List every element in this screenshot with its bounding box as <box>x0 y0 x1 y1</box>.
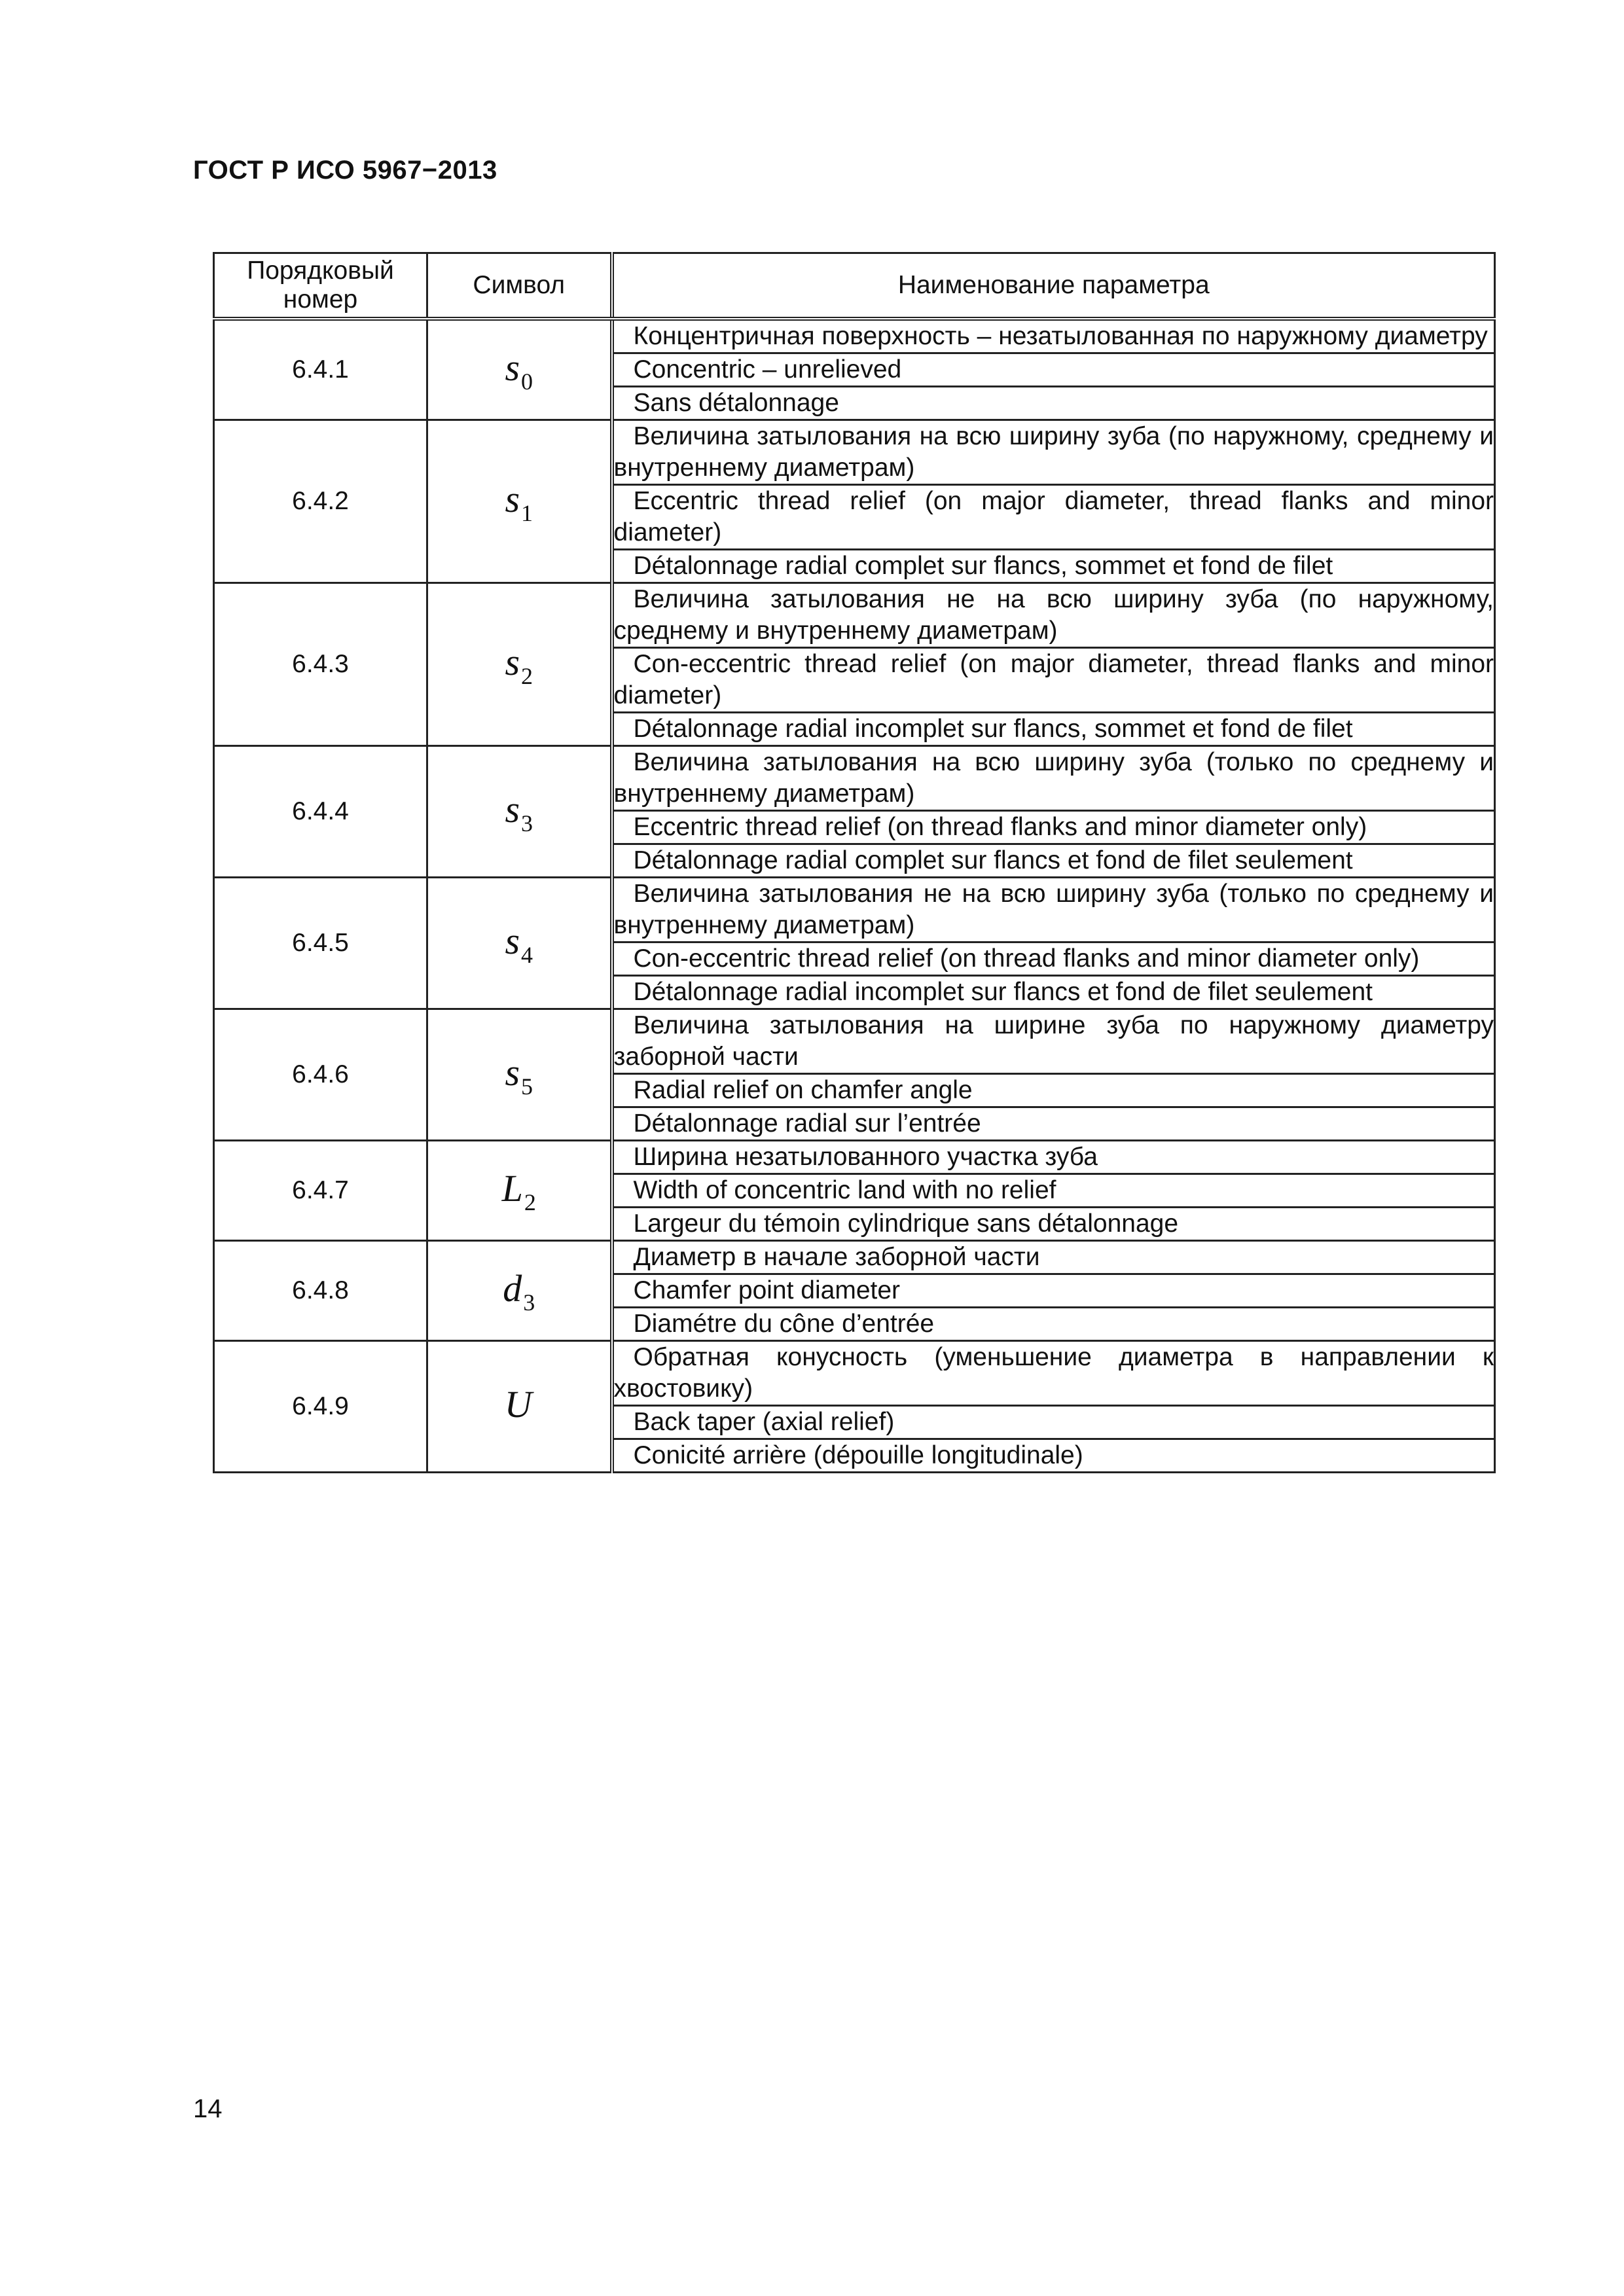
row-number: 6.4.5 <box>214 878 427 1009</box>
symbol-letter: s <box>505 346 520 389</box>
parameter-name: Con-eccentric thread relief (on major diameter, thread flanks and minor diameter) <box>612 648 1495 713</box>
parameter-name: Величина затылования на всю ширину зуба (по наружному, среднему и внутреннему диаметрам) <box>612 420 1495 485</box>
table-row <box>214 1141 1495 1174</box>
parameter-name: Back taper (axial relief) <box>612 1406 1495 1439</box>
parameter-name: Conicité arrière (dépouille longitudinale) <box>612 1439 1495 1473</box>
symbol-letter: d <box>503 1266 522 1310</box>
parameter-name: Eccentric thread relief (on major diameter, thread flanks and minor diameter) <box>612 485 1495 550</box>
row-symbol <box>427 1141 612 1241</box>
symbol-letter: L <box>501 1166 523 1210</box>
parameter-name: Détalonnage radial incomplet sur flancs et fond de filet seulement <box>612 976 1495 1009</box>
symbol-subscript: 2 <box>521 662 533 689</box>
parameter-name: Largeur du témoin cylindrique sans détalonnage <box>612 1208 1495 1241</box>
symbol-subscript: 4 <box>521 941 533 968</box>
column-header-name: Наименование параметра <box>612 253 1495 319</box>
row-number: 6.4.6 <box>214 1009 427 1141</box>
parameter-name: Détalonnage radial incomplet sur flancs, sommet et fond de filet <box>612 713 1495 746</box>
symbol-letter: s <box>505 919 520 962</box>
table-row <box>214 319 1495 353</box>
parameter-name: Величина затылования на ширине зуба по наружному диаметру заборной части <box>612 1009 1495 1074</box>
parameter-name: Величина затылования на всю ширину зуба (только по среднему и внутреннему диаметрам) <box>612 746 1495 811</box>
symbol-letter: U <box>504 1382 532 1426</box>
row-number: 6.4.1 <box>214 319 427 420</box>
parameter-name: Обратная конусность (уменьшение диаметра в направлении к хвостовику) <box>612 1341 1495 1406</box>
table-row <box>214 583 1495 648</box>
row-number: 6.4.7 <box>214 1141 427 1241</box>
parameter-name: Eccentric thread relief (on thread flanks and minor diameter only) <box>612 811 1495 844</box>
page-number: 14 <box>193 2094 223 2123</box>
table-row <box>214 878 1495 942</box>
symbol-subscript: 0 <box>521 368 533 395</box>
parameter-name: Sans détalonnage <box>612 387 1495 420</box>
row-number: 6.4.9 <box>214 1341 427 1473</box>
parameter-name: Détalonnage radial complet sur flancs et fond de filet seulement <box>612 844 1495 878</box>
symbol-letter: s <box>505 1050 520 1094</box>
column-header-number: Порядковый номер <box>214 253 427 319</box>
row-symbol <box>427 1341 612 1473</box>
symbol-letter: s <box>505 787 520 831</box>
table-body <box>214 319 1495 1473</box>
parameters-table <box>213 252 1496 1473</box>
table-row <box>214 1241 1495 1274</box>
row-number: 6.4.4 <box>214 746 427 878</box>
parameter-name: Width of concentric land with no relief <box>612 1174 1495 1208</box>
row-symbol <box>427 1009 612 1141</box>
row-number: 6.4.3 <box>214 583 427 746</box>
table-row <box>214 420 1495 485</box>
parameter-name: Con-eccentric thread relief (on thread flanks and minor diameter only) <box>612 942 1495 976</box>
row-symbol <box>427 319 612 420</box>
row-symbol <box>427 878 612 1009</box>
row-symbol <box>427 1241 612 1341</box>
parameter-name: Величина затылования не на всю ширину зуба (только по среднему и внутреннему диаметрам) <box>612 878 1495 942</box>
document-header: ГОСТ Р ИСО 5967−2013 <box>193 156 497 185</box>
column-header-symbol: Символ <box>427 253 612 319</box>
symbol-subscript: 2 <box>524 1189 536 1215</box>
symbol-subscript: 3 <box>523 1289 535 1316</box>
symbol-subscript: 3 <box>521 810 533 836</box>
row-symbol <box>427 583 612 746</box>
parameter-name: Ширина незатылованного участка зуба <box>612 1141 1495 1174</box>
row-number: 6.4.8 <box>214 1241 427 1341</box>
parameter-name: Диаметр в начале заборной части <box>612 1241 1495 1274</box>
parameter-name: Концентричная поверхность – незатылованная по наружному диаметру <box>612 319 1495 353</box>
symbol-letter: s <box>505 640 520 683</box>
parameter-name: Chamfer point diameter <box>612 1274 1495 1308</box>
symbol-subscript: 5 <box>521 1073 533 1100</box>
parameter-name: Détalonnage radial sur l’entrée <box>612 1107 1495 1141</box>
parameter-name: Radial relief on chamfer angle <box>612 1074 1495 1107</box>
table-row <box>214 1009 1495 1074</box>
parameter-name: Величина затылования не на всю ширину зуба (по наружному, среднему и внутреннему диаметрам) <box>612 583 1495 648</box>
row-symbol <box>427 746 612 878</box>
parameter-name: Diamétre du cône d’entrée <box>612 1308 1495 1341</box>
row-number: 6.4.2 <box>214 420 427 583</box>
row-symbol <box>427 420 612 583</box>
table-header <box>214 253 1495 319</box>
symbol-letter: s <box>505 477 520 520</box>
parameter-name: Détalonnage radial complet sur flancs, sommet et fond de filet <box>612 550 1495 583</box>
symbol-subscript: 1 <box>521 499 533 526</box>
table-row <box>214 746 1495 811</box>
table-row <box>214 1341 1495 1406</box>
parameter-name: Concentric – unrelieved <box>612 353 1495 387</box>
